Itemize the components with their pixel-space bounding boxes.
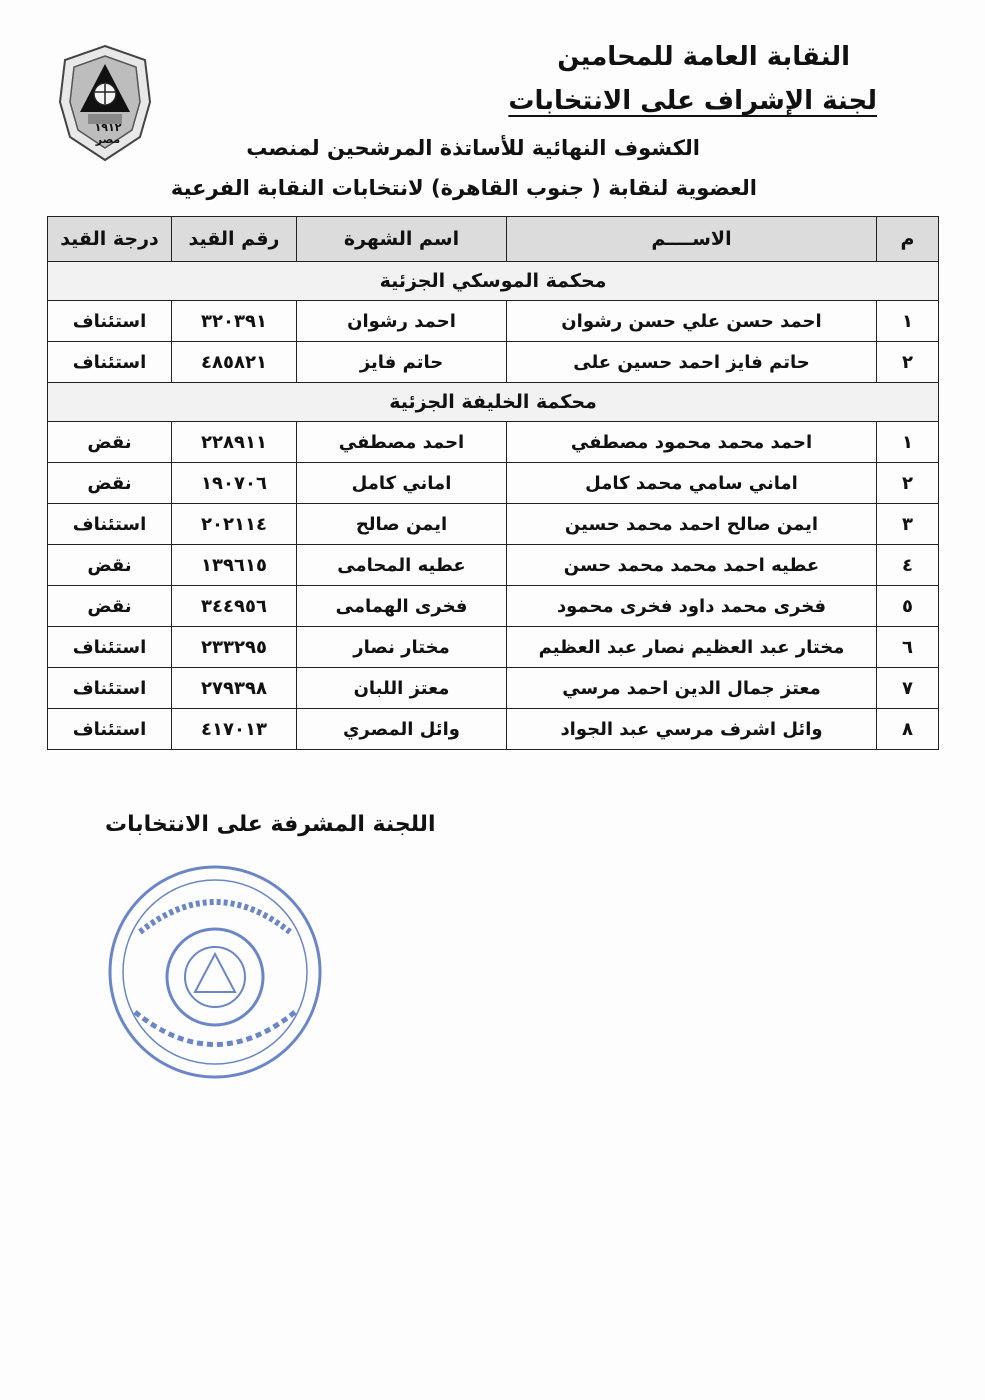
col-header-nickname: اسم الشهرة xyxy=(297,217,507,262)
logo-caption xyxy=(58,122,158,146)
row-number: ١ xyxy=(877,301,939,342)
subtitle-line-2: العضوية لنقابة ( جنوب القاهرة) لانتخابات النقابة الفرعية xyxy=(170,176,757,200)
row-nickname: احمد مصطفي xyxy=(297,422,507,463)
row-reg-no: ٢٠٢١١٤ xyxy=(172,504,297,545)
row-reg-no: ٣٢٠٣٩١ xyxy=(172,301,297,342)
row-nickname: فخرى الهمامى xyxy=(297,586,507,627)
official-stamp xyxy=(100,862,330,1082)
row-reg-no: ٢٢٨٩١١ xyxy=(172,422,297,463)
row-nickname: عطيه المحامى xyxy=(297,545,507,586)
candidates-table xyxy=(47,216,939,750)
row-name: احمد حسن علي حسن رشوان xyxy=(507,301,877,342)
row-nickname: اماني كامل xyxy=(297,463,507,504)
row-number: ٥ xyxy=(877,586,939,627)
col-header-number: م xyxy=(877,217,939,262)
row-degree: نقض xyxy=(48,586,172,627)
col-header-degree: درجة القيد xyxy=(48,217,172,262)
table-row xyxy=(48,586,939,627)
table-row xyxy=(48,422,939,463)
court-row xyxy=(48,262,939,301)
row-name: وائل اشرف مرسي عبد الجواد xyxy=(507,709,877,750)
row-degree: استئناف xyxy=(48,504,172,545)
row-name: فخرى محمد داود فخرى محمود xyxy=(507,586,877,627)
table-header-row xyxy=(48,217,939,262)
table-row xyxy=(48,504,939,545)
table-row xyxy=(48,301,939,342)
table-row xyxy=(48,463,939,504)
row-nickname: مختار نصار xyxy=(297,627,507,668)
row-degree: نقض xyxy=(48,545,172,586)
row-degree: استئناف xyxy=(48,301,172,342)
col-header-name: الاســــم xyxy=(507,217,877,262)
row-name: عطيه احمد محمد محمد حسن xyxy=(507,545,877,586)
row-number: ٧ xyxy=(877,668,939,709)
row-degree: استئناف xyxy=(48,709,172,750)
row-nickname: حاتم فايز xyxy=(297,342,507,383)
row-name: ايمن صالح احمد محمد حسين xyxy=(507,504,877,545)
row-reg-no: ٢٣٣٢٩٥ xyxy=(172,627,297,668)
logo-year: ١٩١٢ xyxy=(94,121,122,134)
table-row xyxy=(48,668,939,709)
bar-association-logo xyxy=(50,42,160,172)
signature-title: اللجنة المشرفة على الانتخابات xyxy=(105,812,436,837)
row-name: مختار عبد العظيم نصار عبد العظيم xyxy=(507,627,877,668)
row-reg-no: ٣٤٤٩٥٦ xyxy=(172,586,297,627)
row-reg-no: ١٣٩٦١٥ xyxy=(172,545,297,586)
row-number: ٨ xyxy=(877,709,939,750)
table-row xyxy=(48,342,939,383)
court-name: محكمة الخليفة الجزئية xyxy=(48,383,939,422)
table-row xyxy=(48,709,939,750)
row-nickname: احمد رشوان xyxy=(297,301,507,342)
row-nickname: ايمن صالح xyxy=(297,504,507,545)
court-name: محكمة الموسكي الجزئية xyxy=(48,262,939,301)
row-degree: استئناف xyxy=(48,342,172,383)
row-name: حاتم فايز احمد حسين على xyxy=(507,342,877,383)
row-degree: نقض xyxy=(48,463,172,504)
col-header-reg-no: رقم القيد xyxy=(172,217,297,262)
row-degree: نقض xyxy=(48,422,172,463)
logo-country: مصر xyxy=(95,133,121,146)
row-degree: استئناف xyxy=(48,627,172,668)
row-reg-no: ١٩٠٧٠٦ xyxy=(172,463,297,504)
table-row xyxy=(48,545,939,586)
row-number: ٤ xyxy=(877,545,939,586)
table-row xyxy=(48,627,939,668)
row-name: معتز جمال الدين احمد مرسي xyxy=(507,668,877,709)
court-row xyxy=(48,383,939,422)
row-number: ٢ xyxy=(877,463,939,504)
subtitle-line-1: الكشوف النهائية للأساتذة المرشحين لمنصب xyxy=(246,136,700,160)
row-degree: استئناف xyxy=(48,668,172,709)
row-name: احمد محمد محمود مصطفي xyxy=(507,422,877,463)
row-reg-no: ٤٨٥٨٢١ xyxy=(172,342,297,383)
row-reg-no: ٤١٧٠١٣ xyxy=(172,709,297,750)
row-nickname: وائل المصري xyxy=(297,709,507,750)
row-reg-no: ٢٧٩٣٩٨ xyxy=(172,668,297,709)
committee-title: لجنة الإشراف على الانتخابات xyxy=(508,86,877,116)
row-name: اماني سامي محمد كامل xyxy=(507,463,877,504)
row-number: ١ xyxy=(877,422,939,463)
row-number: ٢ xyxy=(877,342,939,383)
row-number: ٣ xyxy=(877,504,939,545)
row-number: ٦ xyxy=(877,627,939,668)
org-name: النقابة العامة للمحامين xyxy=(557,42,850,72)
row-nickname: معتز اللبان xyxy=(297,668,507,709)
